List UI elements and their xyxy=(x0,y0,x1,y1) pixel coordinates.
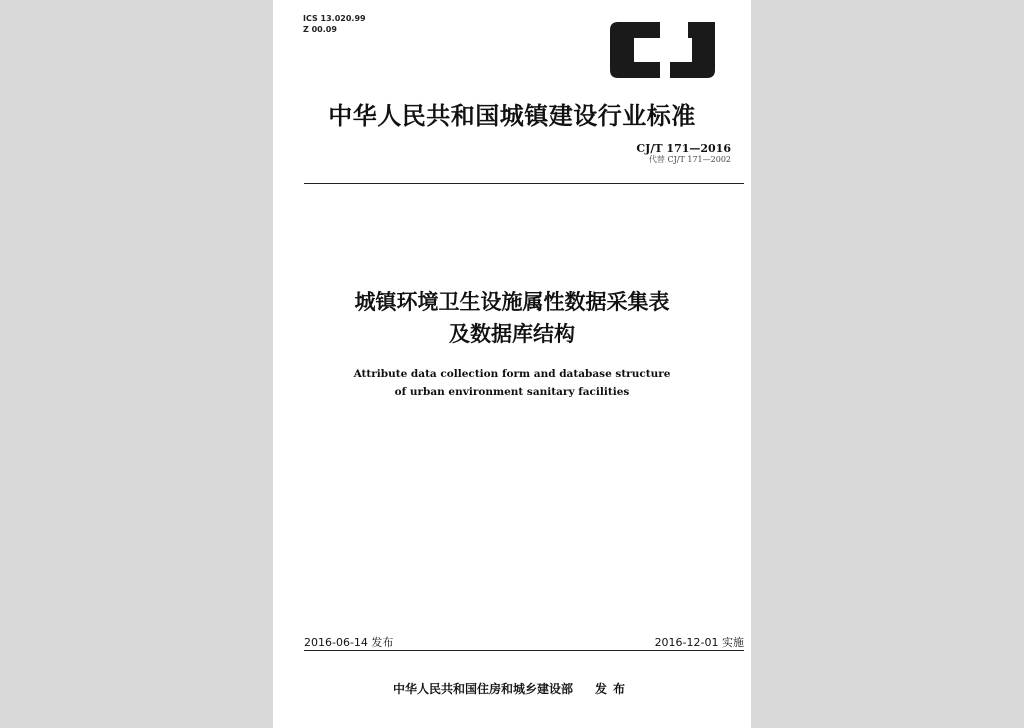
standard-number: CJ/T 171—2016 xyxy=(636,142,731,155)
issuer-line xyxy=(273,680,751,697)
authority-title: 中华人民共和国城镇建设行业标准 xyxy=(328,102,696,130)
issue-date: 2016-06-14 发布 xyxy=(304,636,394,649)
header-divider xyxy=(304,183,744,184)
chinese-title-line-2: 及数据库结构 xyxy=(449,322,575,346)
classification-codes xyxy=(303,13,366,35)
issuer-name: 中华人民共和国住房和城乡建设部 xyxy=(392,682,573,696)
ccs-code: Z 00.09 xyxy=(303,25,337,34)
standard-number-block xyxy=(636,143,731,165)
cj-logo-j xyxy=(670,22,715,78)
cj-logo-c xyxy=(610,22,660,78)
cj-logo xyxy=(610,22,715,78)
standard-cover-page xyxy=(273,0,751,728)
implementation-date: 2016-12-01 实施 xyxy=(654,636,744,649)
english-title-line-2: of urban environment sanitary facilities xyxy=(394,386,630,398)
replaces-standard: 代替 CJ/T 171—2002 xyxy=(648,155,731,164)
issuer-verb: 发布 xyxy=(595,682,632,696)
ics-code: ICS 13.020.99 xyxy=(303,14,366,23)
english-title-line-1: Attribute data collection form and database structure xyxy=(353,368,671,380)
footer-divider xyxy=(304,650,744,651)
chinese-title-line-1: 城镇环境卫生设施属性数据采集表 xyxy=(354,290,670,314)
